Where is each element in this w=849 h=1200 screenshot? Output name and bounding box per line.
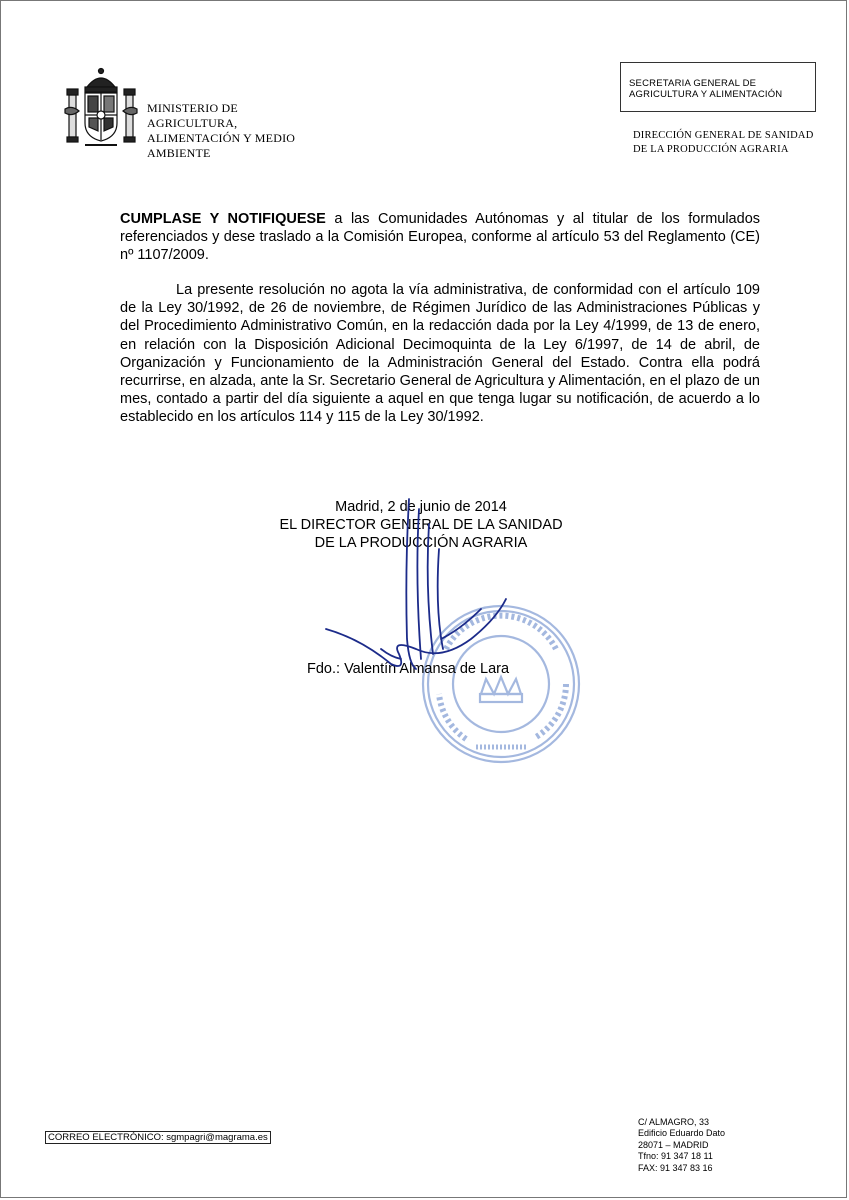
paragraph-notify [120, 210, 760, 264]
secretaria-line: SECRETARIA GENERAL DE [629, 78, 757, 89]
ministry-name [147, 101, 295, 161]
secretaria-line: AGRICULTURA Y ALIMENTACIÓN [629, 89, 783, 100]
handwritten-signature [321, 489, 521, 689]
ministry-line: AMBIENTE [147, 146, 211, 160]
office-address [638, 1117, 725, 1174]
ministry-line: ALIMENTACIÓN Y MEDIO [147, 131, 296, 145]
address-line: Tfno: 91 347 18 11 [638, 1151, 713, 1162]
address-line: Edificio Eduardo Dato [638, 1128, 726, 1139]
date-line: Madrid, 2 de junio de 2014 [335, 499, 507, 515]
direccion-general [633, 129, 814, 157]
resolution-body [120, 210, 760, 443]
ministry-line: MINISTERIO DE [147, 101, 238, 115]
address-line: C/ ALMAGRO, 33 [638, 1117, 710, 1127]
signer-title-line: EL DIRECTOR GENERAL DE LA SANIDAD [279, 517, 563, 533]
signer-name: Fdo.: Valentín Almansa de Lara [307, 661, 510, 677]
notify-text: a las Comunidades Autónomas y al titular de los formulados referenciados y dese traslado a la Comisión Europea, conforme al artículo 53 del Reglamento (CE) nº 1107/2009. [120, 211, 761, 264]
notify-heading: CUMPLASE Y NOTIFIQUESE [120, 211, 326, 227]
direccion-line: DE LA PRODUCCIÓN AGRARIA [633, 144, 789, 155]
address-line: 28071 – MADRID [638, 1139, 709, 1150]
coat-of-arms-icon [61, 65, 141, 155]
address-line: FAX: 91 347 83 16 [638, 1162, 713, 1173]
ministry-line: AGRICULTURA, [147, 116, 238, 130]
secretaria-box [620, 62, 816, 112]
signer-title-line: DE LA PRODUCCIÓN AGRARIA [314, 535, 528, 551]
direccion-line: DIRECCIÓN GENERAL DE SANIDAD [633, 130, 814, 141]
paragraph-appeal: La presente resolución no agota la vía administrativa, de conformidad con el artículo 109 de la Ley 30/1992, de 26 de noviembre, de Régimen Jurídico de las Administraciones Públicas y del Procedimiento Administrativo Común, en la redacción dada por la Ley 4/1999, de 13 de enero, en relación con la Disposición Adicional Decimoquinta de la Ley 6/1997, de 14 de abril, de Organización y Funcionamiento de la Administración General del Estado. Contra ella podrá recurrirse, en alzada, ante la Sr. Secretario General de Agricultura y Alimentación, en el plazo de un mes, contado a partir del día siguiente a aquel en que tenga lugar su notificación, de acuerdo a lo establecido en los artículos 114 y 115 de la Ley 30/1992. [120, 282, 760, 425]
contact-email: CORREO ELECTRÓNICO: sgmpagri@magrama.es [45, 1131, 271, 1144]
